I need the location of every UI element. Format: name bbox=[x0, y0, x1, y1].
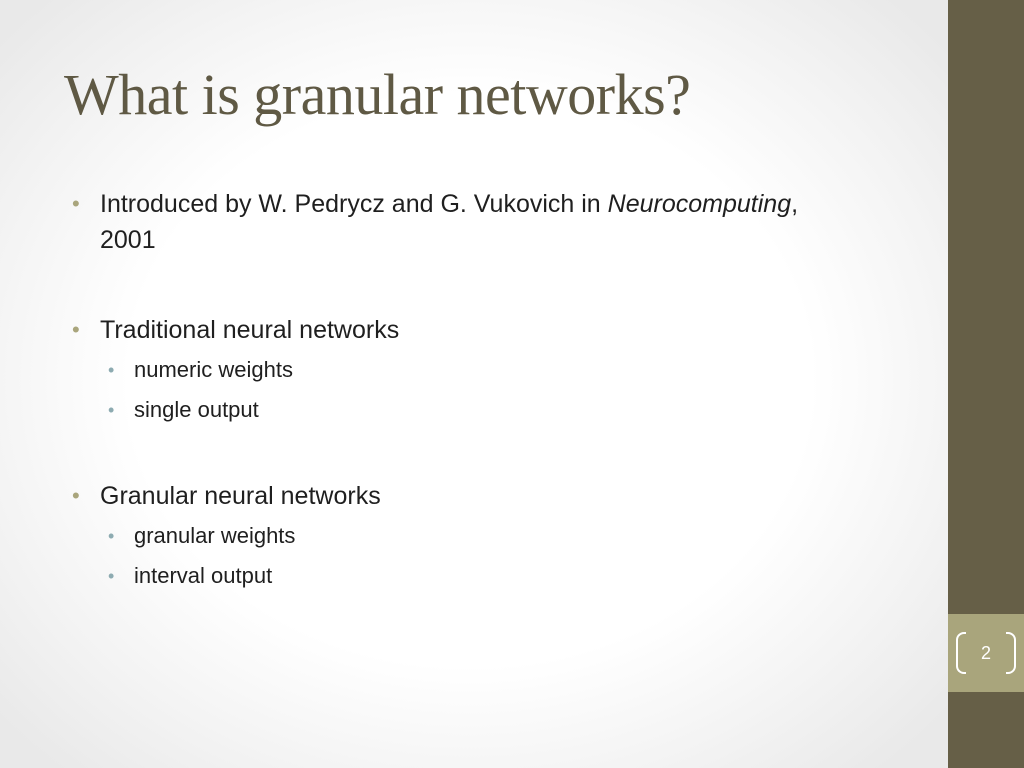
sub-bullet-text: single output bbox=[134, 397, 259, 422]
page-number: 2 bbox=[980, 643, 991, 663]
right-bracket-icon bbox=[1006, 632, 1016, 674]
sub-bullet-text: granular weights bbox=[134, 523, 296, 548]
bullet-introduced-comma: , bbox=[791, 190, 799, 218]
journal-name: Neurocomputing bbox=[607, 190, 792, 218]
sub-bullet-text: numeric weights bbox=[134, 357, 293, 382]
slide-body bbox=[72, 186, 912, 596]
bullet-granular-text: Granular neural networks bbox=[100, 482, 381, 510]
bullet-granular bbox=[72, 478, 912, 514]
bullet-introduced-year: 2001 bbox=[100, 226, 156, 254]
bullet-traditional-text: Traditional neural networks bbox=[100, 316, 400, 344]
sub-bullet-interval-output bbox=[72, 556, 912, 596]
sub-bullet-numeric-weights bbox=[72, 350, 912, 390]
slide-title: What is granular networks? bbox=[64, 62, 691, 127]
bullet-introduced bbox=[72, 186, 912, 258]
page-number-box bbox=[948, 614, 1024, 692]
sub-bullet-text: interval output bbox=[134, 563, 273, 588]
sub-bullet-granular-weights bbox=[72, 516, 912, 556]
sub-bullet-single-output bbox=[72, 390, 912, 430]
bullet-traditional bbox=[72, 312, 912, 348]
bullet-introduced-text: Introduced by W. Pedrycz and G. Vukovich in bbox=[100, 190, 608, 218]
